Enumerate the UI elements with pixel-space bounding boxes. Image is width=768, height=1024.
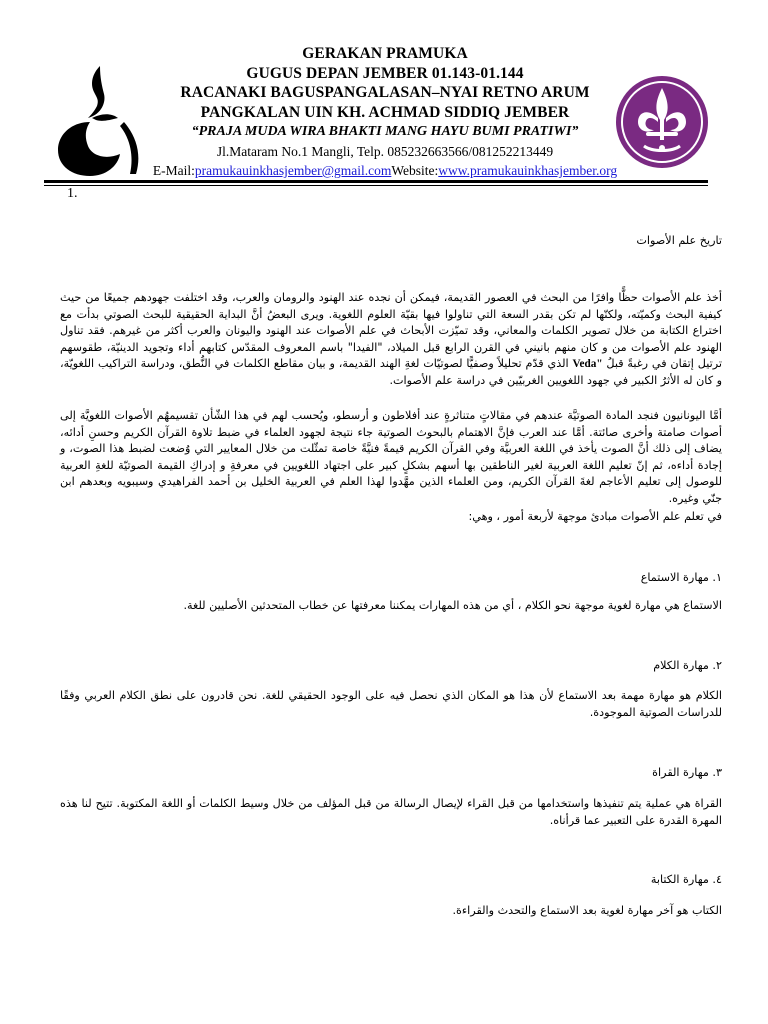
section-text-listening: الاستماع هي مهارة لغوية موجهة نحو الكلام ، أي من هذه المهارات يمكننا معرفتها عن خطاب المتحدثين الأصليين للغة. (183, 599, 722, 612)
paragraph-greeks-arabs: أمَّا اليونانيون فنجد المادة الصوتيَّة عندهم في مقالاتٍ متناثرةٍ عند أفلاطون و أرسطو، ويُحسب لهم في هذا الشّأن تقسيمهُم الأصوات اللغويَّة إلى أصوات صامتة وأخرى صائتة. أمَّا عند العرب فإنَّ الاهتمام بالبحوث الصوتية جاء نتيجة لجهود العلماء في ضبط تلاوة القرآن الكريم وحسنِ أدائه، يضاف إلى ذلك أنَّ الصوت يأخذ في اللغة العربيَّة وفي القرآن الكريم قيمةً فنيَّةً خاصة تمثّلت من خلال المعايير التي وُضعت لضبط هذا الصوت، و إجادة أداءه، ثم إنّ تعليم اللغة العربية لغير الناطقين بها أسهم بشكلٍ كبير على اجتهاد اللغويين في معرفةِ و إدراكِ القيمة الصوتيّة للغةِ العربية للوصول إلى تعليم الأعاجم لغةَ القرآن الكريم، ومن العلماء الذين مهَّدوا لهذا العلم في العربية الخليل بن أحمد الفراهيدي وسيبويه وبعدهم ابن جنّي وغيره. (60, 409, 722, 505)
contact-line (130, 161, 640, 181)
pangkalan-name: PANGKALAN UIN KH. ACHMAD SIDDIQ JEMBER (200, 103, 570, 121)
document-title: تاريخ علم الأصوات (636, 234, 722, 247)
section-title-listening: ١. مهارة الاستماع (640, 571, 722, 584)
paragraph-history (60, 290, 722, 390)
address: Jl.Mataram No.1 Mangli, Telp. 085232663566/081252213449 (216, 143, 554, 159)
letterhead (130, 44, 640, 181)
org-name: GERAKAN PRAMUKA (302, 45, 468, 62)
website-label: Website: (391, 163, 439, 178)
gugus-depan: GUGUS DEPAN JEMBER 01.143-01.144 (246, 64, 524, 82)
racana-name: RACANAKI BAGUSPANGALASAN–NYAI RETNO ARUM (180, 84, 590, 101)
section-text-speaking: الكلام هو مهارة مهمة بعد الاستماع لأن هذا هو المكان الذي نحصل فيه على الوجود الحقيقي للغة. نحن قادرون على نطق الكلام العربي وفقًا للدراسات الصوتية الموجودة. (60, 689, 722, 719)
section-text-reading: القراة هي عملية يتم تنفيذها واستخدامها من قبل القراء لإيصال الرسالة من قبل المؤلف من خلال وسيط الكلمات أو اللغة المكتوبة. تتيح لنا هذه المهرة القدرة على التعبير عما قرأناه. (60, 797, 722, 827)
header-rule-thick (44, 180, 708, 183)
section-title-speaking: ٢. مهارة الكلام (653, 659, 722, 672)
motto: “PRAJA MUDA WIRA BHAKTI MANG HAYU BUMI PRATIWI” (191, 124, 579, 139)
section-text-writing: الكتاب هو آخر مهارة لغوية بعد الاستماع والتحدث والقراءة. (452, 904, 722, 917)
paragraph-history-part1: أخذ علم الأصوات حظًّا وافرًا من البحث في العصور القديمة، فيمكن أن نجده عند الهنود والرومان والعرب، وقد اختلفت جهودهم جميعًا من حيث كيفية البحث وكميّته، ولكنّها لم تكن بقدر السعة التي تناولوا فيها بقيّة العلوم اللغوية. ويرى البعضُ أنَّ البداية الحقيقية للبحث الصوتي بدأت مع اختراع الكتابة من خلال تصوير الكلمات والمعاني، وقد تميّزت الأبحاث في علم الأصوات عند الهنود واليونان والعرب أكثر من غيرهم. فقد تناول الهنود علم الأصوات من و كان منهم بانيني في القرن الرابع قبل الميلاد، "الفيدا" باسم المعروف المقدّس كتابهم أداء وتجويد الدينيّة، طقوسهم ترتيل إتقان في رغبةً قبلُ (60, 291, 722, 371)
section-title-reading: ٣. مهارة القراة (652, 766, 722, 779)
veda-term: Veda" (572, 358, 603, 371)
section-title-writing: ٤. مهارة الكتابة (650, 873, 722, 886)
email-label: E-Mail: (152, 163, 195, 178)
list-number: 1. (67, 186, 78, 201)
email-link[interactable]: pramukauinkhasjember@gmail.com (194, 163, 392, 178)
website-link[interactable]: www.pramukauinkhasjember.org (438, 163, 618, 178)
paragraph-history-part2: الذي قدّم تحليلاً وصفيًّا لصوتيّات لغةِ الهند القديمة، و بيان مقاطع الكلمات في النُّطق، ودراسة التراكيب اللغويّة، و كان له الأثرُ الكبير في جهود اللغويين الغربيّين في دراسة علم الأصوات. (60, 357, 722, 387)
principles-intro: في تعلم علم الأصوات مبادئ موجهة لأربعة أمور ، وهي: (468, 510, 722, 523)
header-rule-thin (44, 185, 708, 186)
